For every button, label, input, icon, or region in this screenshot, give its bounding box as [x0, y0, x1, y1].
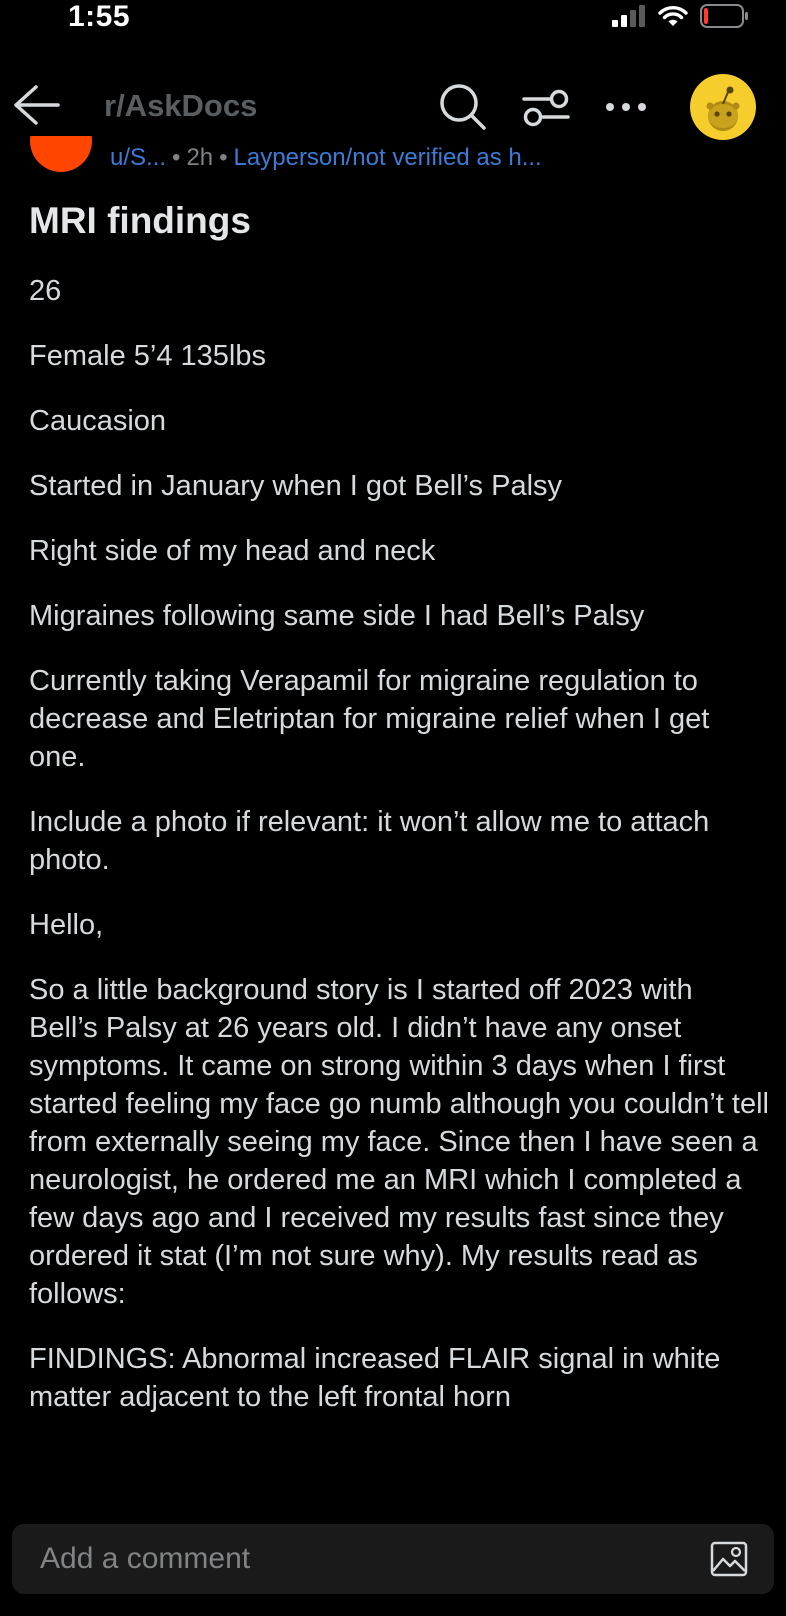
arrow-left-icon [12, 83, 60, 127]
post-paragraph: Female 5’4 135lbs [29, 340, 266, 372]
post-paragraph: Currently taking Verapamil for migraine regulation to decrease and Eletriptan for migraine relief when I get one. [29, 665, 710, 773]
user-avatar[interactable] [690, 74, 756, 140]
post-paragraph: Caucasion [29, 405, 167, 437]
top-navigation [0, 66, 786, 146]
meta-separator: • [219, 144, 228, 171]
comment-input[interactable]: Add a comment [40, 1542, 251, 1575]
post-meta [0, 136, 786, 174]
post-paragraph: Started in January when I got Bell’s Palsy [29, 470, 563, 502]
post-paragraph: Hello, [29, 909, 104, 941]
post-paragraph: Migraines following same side I had Bell’s Palsy [29, 600, 645, 632]
more-horizontal-icon [605, 102, 647, 112]
back-button[interactable] [10, 82, 62, 128]
author-avatar[interactable] [30, 136, 92, 172]
snoo-avatar-icon [690, 74, 756, 140]
post-body [29, 272, 769, 1494]
post-paragraph: So a little background story is I started off 2023 with Bell’s Palsy at 26 years old. I didn’t have any onset symptoms. It came on strong within 3 days when I first started feeling my face go numb although you couldn’t tell from externally seeing my face. Since then I have seen a neurologist, he ordered me an MRI which I completed a few days ago and I received my results fast since they ordered it stat (I’m not sure why). My results read as follows: [29, 974, 769, 1310]
status-time: 1:55 [68, 0, 131, 33]
filter-button[interactable] [518, 80, 574, 134]
post-paragraph: Include a photo if relevant: it won’t allow me to attach photo. [29, 806, 710, 876]
user-flair: Layperson/not verified as h... [233, 144, 542, 171]
status-bar [0, 0, 786, 60]
wifi-icon [658, 5, 688, 32]
sliders-icon [521, 86, 571, 128]
post-title: MRI findings [29, 200, 251, 241]
cellular-signal-icon [612, 5, 646, 32]
post-paragraph: 26 [29, 275, 62, 307]
battery-icon [700, 4, 750, 33]
more-options-button[interactable] [596, 80, 656, 134]
comment-bar[interactable] [12, 1524, 774, 1594]
subreddit-name[interactable]: r/AskDocs [104, 88, 258, 123]
author-username[interactable]: u/S... [110, 144, 167, 171]
post-paragraph: FINDINGS: Abnormal increased FLAIR signal in white matter adjacent to the left frontal horn [29, 1343, 721, 1413]
post-paragraph: Right side of my head and neck [29, 535, 436, 567]
meta-separator: • [172, 144, 181, 171]
post-age: 2h [186, 144, 214, 171]
search-icon [438, 82, 488, 132]
search-button[interactable] [436, 80, 490, 134]
status-icons [612, 4, 750, 32]
post-meta-line [110, 144, 542, 172]
image-icon [710, 1541, 748, 1577]
attach-image-button[interactable] [708, 1538, 750, 1580]
